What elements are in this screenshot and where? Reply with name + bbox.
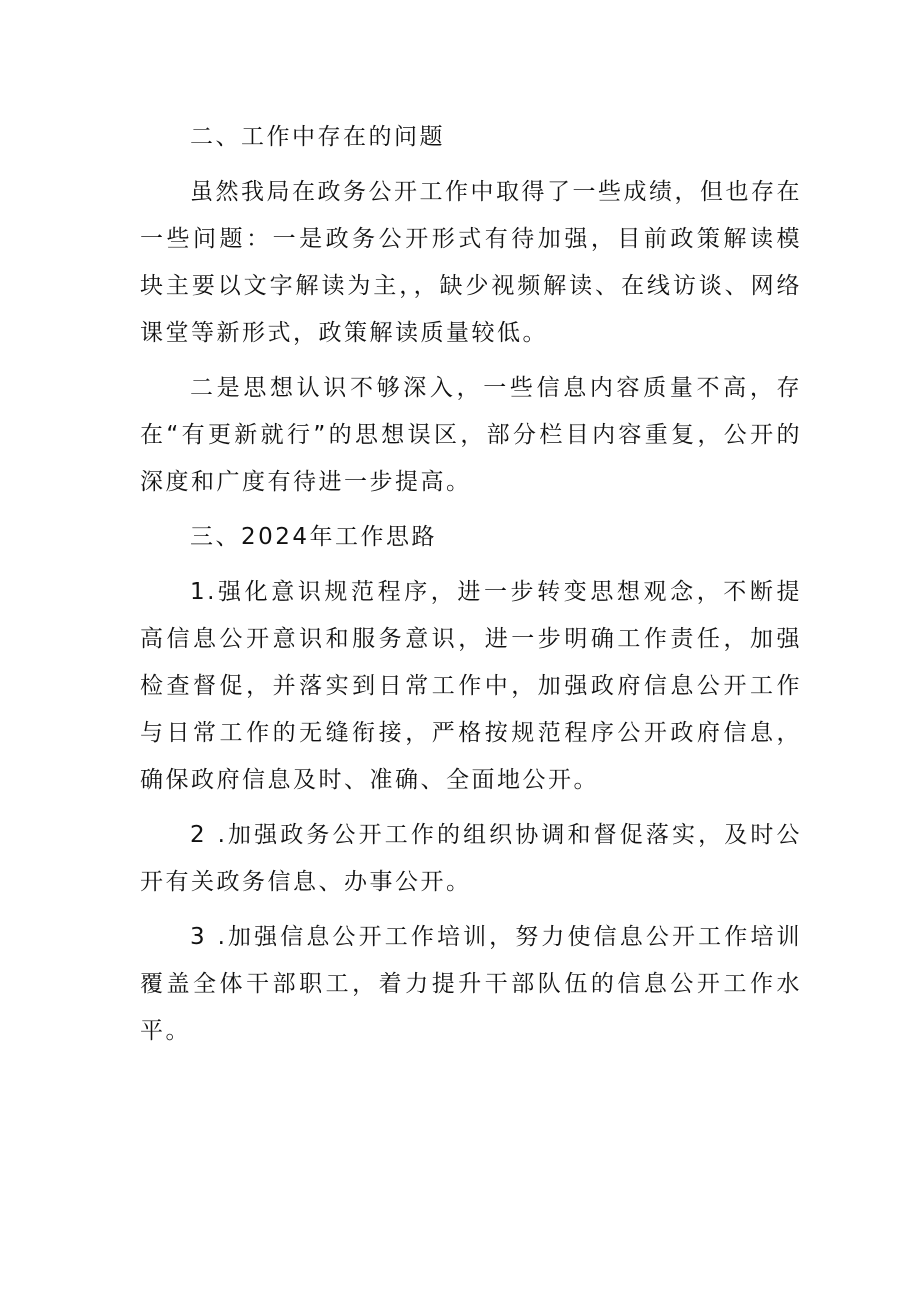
list-item-standardize-procedures: 1.强化意识规范程序，进一步转变思想观念，不断提高信息公开意识和服务意识，进一步明确工作责任，加强检查督促，并落实到日常工作中，加强政府信息公开工作与日常工作的无缝衔接，严格按规范程序公开政府信息，确保政府信息及时、准确、全面地公开。	[140, 579, 802, 793]
list-item-coordination: 2 .加强政务公开工作的组织协调和督促落实，及时公开有关政务信息、办事公开。	[140, 822, 802, 895]
list-item-training: 3 .加强信息公开工作培训，努力使信息公开工作培训覆盖全体干部职工，着力提升干部队伍的信息公开工作水平。	[140, 924, 802, 1044]
paragraph-problems-awareness: 二是思想认识不够深入，一些信息内容质量不高，存在“有更新就行”的思想误区，部分栏目内容重复，公开的深度和广度有待进一步提高。	[140, 375, 802, 495]
document-body	[140, 114, 802, 1063]
paragraph-problems-form: 虽然我局在政务公开工作中取得了一些成绩，但也存在一些问题：一是政务公开形式有待加强，目前政策解读模块主要以文字解读为主，，缺少视频解读、在线访谈、网络课堂等新形式，政策解读质量较低。	[140, 179, 802, 346]
section-heading-problems: 二、工作中存在的问题	[190, 124, 445, 150]
section-heading-work-plan: 三、2024年工作思路	[190, 524, 438, 550]
